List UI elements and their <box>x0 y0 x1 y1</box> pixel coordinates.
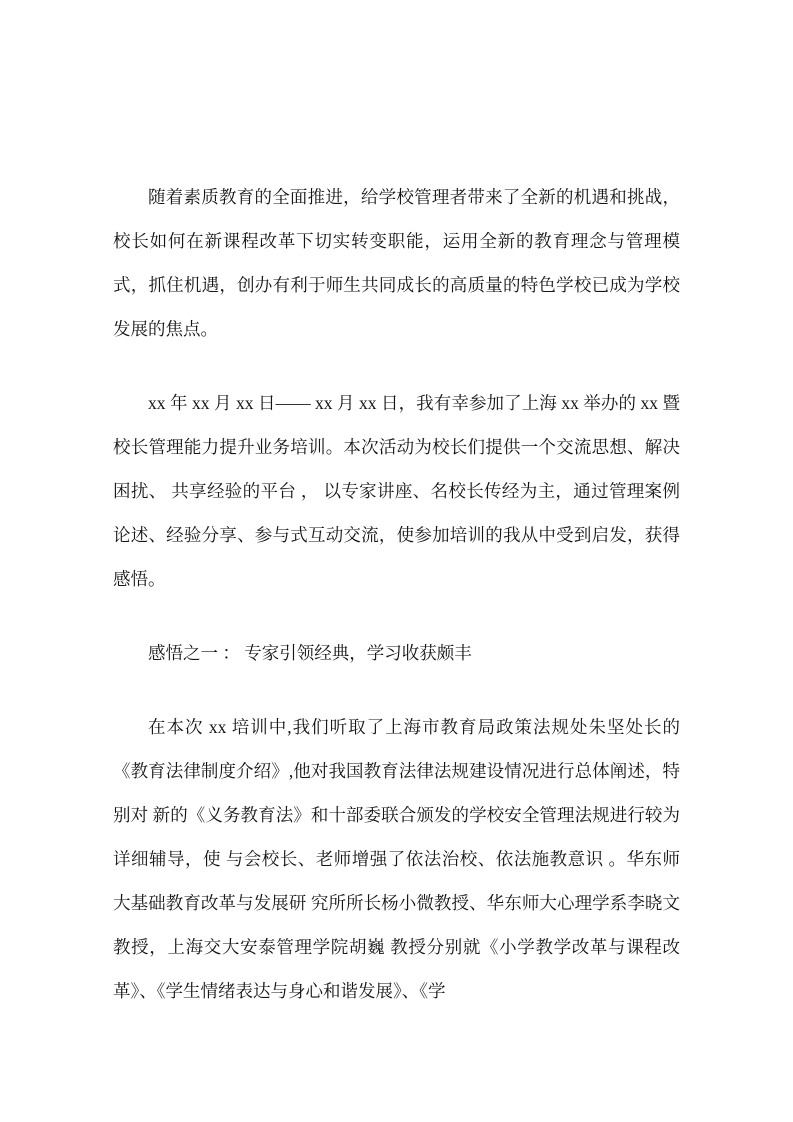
paragraph-3: 在本次 xx 培训中,我们听取了上海市教育局政策法规处朱坚处长的《教育法律制度介绍》,他对我国教育法律法规建设情况进行总体阐述，特别对 新的《义务教育法》和十部委联合颁发的学校安全管理法规进行较为详细辅导，使 与会校长、老师增强了依法治校、依法施教意识 。华东师大基础教育改革与发展研 究所所长杨小微教授、华东师大心理学系李晓文教授，上海交大安泰管理学院胡巍 教授分别就《小学教学改革与课程改革》、《学生情绪表达与身心和谐发展》、《学 <box>113 717 680 1001</box>
section-heading-1: 感悟之一 ： 专家引领经典，学习收获颇丰 <box>148 643 472 663</box>
paragraph-1: 随着素质教育的全面推进，给学校管理者带来了全新的机遇和挑战，校长如何在新课程改革下切实转变职能，运用全新的教育理念与管理模式，抓住机遇，创办有利于师生共同成长的高质量的特色学校已成为学校发展的焦点。 <box>113 187 680 339</box>
paragraph-2: xx 年 xx 月 xx 日—— xx 月 xx 日，我有幸参加了上海 xx 举办的 xx 暨校长管理能力提升业务培训。本次活动为校长们提供一个交流思想、解决困扰、 共享经验的平台 ， 以专家讲座、名校长传经为主，通过管理案例论述、经验分享、参与式互动交流，使参加培训的我从中受到启发，获得感悟。 <box>113 393 680 589</box>
document-body <box>113 175 680 1013</box>
